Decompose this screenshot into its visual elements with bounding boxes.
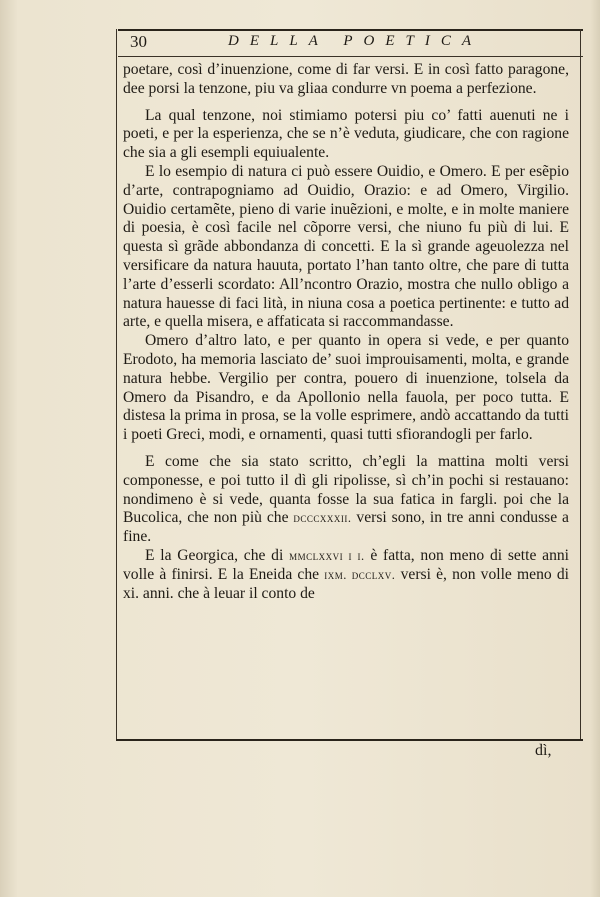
roman-numeral-georgica: mmclxxvi i i. <box>289 548 365 563</box>
paragraph-6-text-c: versi è, non volle meno di xi. anni. che à leuar il conto de <box>123 565 569 602</box>
page-header <box>126 32 576 56</box>
paragraph-2: La qual tenzone, noi stimiamo potersi piu co’ fatti auenuti ne i poeti, e per la esperienza, che se n’è veduta, giudicare, che con ragione che sia a gli esempli equiualente. <box>123 106 569 162</box>
paragraph-5-text-a: E come che sia stato scritto, ch’egli la mattina molti versi componesse, e poi tutto il dì gli ripolisse, sì ch’in pochi si restauano: nondimeno è si vede, quanta fosse la sua fatica in fargli. poi che la Bucolica, che non più che <box>123 452 569 527</box>
paragraph-6-text-a: E la Georgica, che di <box>145 546 290 564</box>
paragraph-6 <box>123 547 569 603</box>
header-rule-top <box>118 29 583 31</box>
page-number: 30 <box>130 32 147 51</box>
roman-numeral-bucolica: dcccxxxii. <box>293 511 352 526</box>
footer-rule <box>116 739 583 741</box>
paragraph-5-text-b: versi sono, in tre anni condusse a fine. <box>123 509 569 546</box>
paragraph-5 <box>123 453 569 547</box>
body-text <box>123 61 569 603</box>
running-head: DELLA POETICA <box>228 33 482 49</box>
frame-left-rule <box>116 29 117 739</box>
frame-right-rule <box>580 29 581 739</box>
paragraph-6-text-b: è fatta, non meno di sette anni volle à finirsi. E la Eneida che <box>123 546 569 583</box>
roman-numeral-eneida: ixm. dcclxv. <box>324 567 396 582</box>
paragraph-4: Omero d’altro lato, e per quanto in opera si vede, e per quanto Erodoto, ha memoria lasciato de’ suoi improuisamenti, molta, e grande natura hebbe. Vergilio per contra, pouero di inuenzione, tolsela da Omero da Pisandro, e da Apollonio nella fauola, per poco tutta. E distesa la prima in prosa, se la volle esprimere, andò accattando da tutti i poeti Greci, modi, e ornamenti, quasi tutti sfiorandogli per farlo. <box>123 332 569 444</box>
catchword: dì, <box>535 742 552 759</box>
header-rule-bottom <box>118 56 583 57</box>
paragraph-1: poetare, così d’inuenzione, come di far versi. E in così fatto paragone, dee porsi la tenzone, piu va gliaa condurre vn poema a perfezione. <box>123 61 569 97</box>
paragraph-3: E lo esempio di natura ci può essere Ouidio, e Omero. E per esẽpio d’arte, contrapogniamo ad Ouidio, Orazio: e ad Omero, Virgilio. Ouidio certamẽte, pieno di varie inuẽzioni, e molte, e in molte maniere di poesia, è così facile nel cõporre versi, che niuno fu più di lui. E questa sì grãde abbondanza di concetti. E la sì grande ageuolezza nel versificare da natura hauuta, portato l’han tanto oltre, che pare di tutta l’arte d’esserli scordato: All’ncontro Orazio, mostra che nullo obligo a natura hauesse di faci lità, in niuna cosa a poetica pertinente: e tutto ad arte, e quella misera, e affaticata si raccommandasse. <box>123 162 569 331</box>
